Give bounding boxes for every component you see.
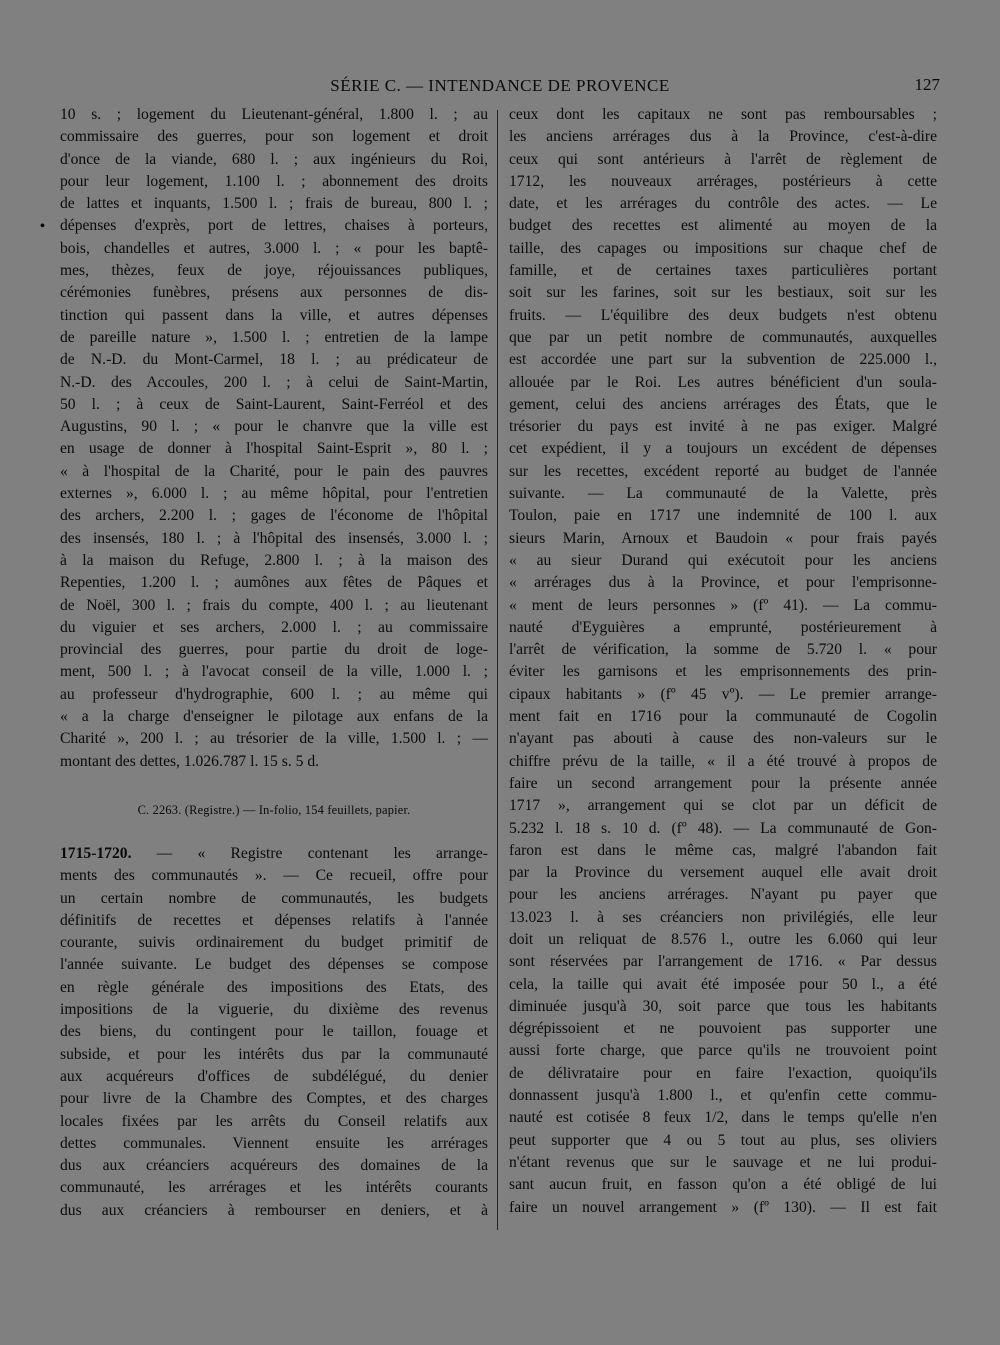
text-line: Charité », 200 l. ; au trésorier de la ville, 1.500 l. ; — bbox=[60, 730, 488, 748]
text-line: « au sieur Durand qui exécutoit pour les anciens bbox=[509, 551, 937, 569]
text-line: date, et les arrérages du contrôle des actes. — Le bbox=[509, 195, 937, 213]
text-line: des archers, 2.200 l. ; gages de l'économe de l'hôpital bbox=[60, 507, 488, 525]
text-line: aussi forte charge, que parce qu'ils ne trouvoient point bbox=[509, 1042, 937, 1060]
text-line: impositions de la viguerie, du dixième des revenus bbox=[60, 1001, 488, 1019]
text-line: taille, des capages ou impositions sur chaque chef de bbox=[509, 239, 937, 257]
text-line: courante, suivis ordinairement du budget primitif de bbox=[60, 934, 488, 952]
text-line: mes, thèzes, feux de joye, réjouissances publiques, bbox=[60, 262, 488, 280]
text-line: dégrépissoient et ne pouvoient pas supporter une bbox=[509, 1020, 937, 1038]
text-line: en règle générale des impositions des Etats, des bbox=[60, 978, 488, 996]
text-line: subside, et pour les intérêts dus par la communauté bbox=[60, 1045, 488, 1063]
right-column bbox=[509, 104, 937, 1219]
text-line: Toulon, paie en 1717 une indemnité de 100 l. aux bbox=[509, 507, 937, 525]
text-line: en usage de donner à l'hospital Saint-Esprit », 80 l. ; bbox=[60, 440, 488, 458]
text-line: nauté d'Eyguières a emprunté, postérieurement à bbox=[509, 618, 937, 636]
text-line: pour leur logement, 1.100 l. ; abonnement des droits bbox=[60, 172, 488, 190]
margin-mark: • bbox=[40, 219, 45, 234]
text-line: bois, chandelles et autres, 3.000 l. ; « pour les baptê- bbox=[60, 239, 488, 257]
text-line: « ment de leurs personnes » (fº 41). — La commu- bbox=[509, 596, 937, 614]
text-line: de pareille nature », 1.500 l. ; entretien de la lampe bbox=[60, 328, 488, 346]
text-line: de N.-D. du Mont-Carmel, 18 l. ; au prédicateur de bbox=[60, 351, 488, 369]
text-line: chiffre prévu de la taille, « il a été trouvé à propos de bbox=[509, 752, 937, 770]
text-line: définitifs de recettes et dépenses relatifs à l'année bbox=[60, 911, 488, 929]
text-line: gement, celui des anciens arrérages des États, que le bbox=[509, 395, 937, 413]
text-line: des biens, du contingent pour le taillon, fouage et bbox=[60, 1023, 488, 1041]
text-line: que par un petit nombre de communautés, auxquelles bbox=[509, 328, 937, 346]
text-line: d'once de la viande, 680 l. ; aux ingénieurs du Roi, bbox=[60, 150, 488, 168]
text-line: pour livre de la Chambre des Comptes, et des charges bbox=[60, 1090, 488, 1108]
text-line: du viguier et ses archers, 2.000 l. ; au commissaire bbox=[60, 618, 488, 636]
text-line: ment fait en 1716 pour la communauté de Cogolin bbox=[509, 708, 937, 726]
text-line: diminuée jusqu'à 30, soit parce que tous les habitants bbox=[509, 997, 937, 1015]
text-line: dus aux créanciers acquéreurs des domaines de la bbox=[60, 1157, 488, 1175]
text-line: « arrérages dus à la Province, et pour l'emprisonne- bbox=[509, 574, 937, 592]
left-column bbox=[60, 104, 488, 773]
text-line: ceux dont les capitaux ne sont pas remboursables ; bbox=[509, 106, 937, 123]
text-line: 13.023 l. à ses créanciers non privilégiés, elle leur bbox=[509, 908, 937, 926]
text-line: fruits. — L'équilibre des deux budgets n'est obtenu bbox=[509, 306, 937, 324]
text-line: tinction qui passent dans la ville, et autres dépenses bbox=[60, 306, 488, 324]
running-header bbox=[60, 75, 940, 99]
text-line: l'année suivante. Le budget des dépenses se compose bbox=[60, 956, 488, 974]
text-line: cérémonies funèbres, présens aux personnes de dis- bbox=[60, 284, 488, 302]
text-line: 1717 », arrangement qui se clot par un déficit de bbox=[509, 797, 937, 815]
page-number: 127 bbox=[914, 75, 940, 94]
text-line: n'étant revenus que sur le sauvage et ne lui produi- bbox=[509, 1153, 937, 1171]
text-line: 1712, les nouveaux arrérages, postérieurs à cette bbox=[509, 172, 937, 190]
text-line: faron est dans le même cas, malgré l'abandon fait bbox=[509, 841, 937, 859]
entry-first-line-text: — « Registre contenant les arrange- bbox=[131, 845, 488, 862]
text-line: allouée par le Roi. Les autres bénéficient d'un soula- bbox=[509, 373, 937, 391]
text-line: 10 s. ; logement du Lieutenant-général, 1.800 l. ; au bbox=[60, 106, 488, 123]
text-line: au professeur d'hydrographie, 600 l. ; au même qui bbox=[60, 685, 488, 703]
text-line: les anciens arrérages dus à la Province, c'est-à-dire bbox=[509, 128, 937, 146]
text-line: locales fixées par les arrêts du Conseil relatifs aux bbox=[60, 1112, 488, 1130]
text-line: de lattes et inquants, 1.500 l. ; frais de bureau, 800 l. ; bbox=[60, 195, 488, 213]
text-line: doit un reliquat de 8.576 l., outre les 6.060 qui leur bbox=[509, 930, 937, 948]
text-line: par la Province du versement auquel elle avait droit bbox=[509, 864, 937, 882]
text-line: provincial des guerres, pour partie du droit de loge- bbox=[60, 641, 488, 659]
text-line: un certain nombre de communautés, les budgets bbox=[60, 889, 488, 907]
text-line: n'ayant pas abouti à cause des non-valeurs sur le bbox=[509, 730, 937, 748]
text-line: suivante. — La communauté de la Valette, près bbox=[509, 485, 937, 503]
text-line: soit sur les farines, soit sur les bestiaux, soit sur les bbox=[509, 284, 937, 302]
entry-date: 1715-1720. bbox=[60, 845, 132, 862]
text-line: budget des recettes est alimenté au moyen de la bbox=[509, 217, 937, 235]
text-line: pour les anciens arrérages. N'ayant pu payer que bbox=[509, 886, 937, 904]
text-line: commissaire des guerres, pour son logement et droit bbox=[60, 128, 488, 146]
text-line: faire un nouvel arrangement » (fº 130). — Il est fait bbox=[509, 1198, 937, 1216]
text-line: 5.232 l. 18 s. 10 d. (fº 48). — La communauté de Gon- bbox=[509, 819, 937, 837]
text-line: des insensés, 180 l. ; à l'hôpital des insensés, 3.000 l. ; bbox=[60, 529, 488, 547]
text-line: ment, 500 l. ; à l'avocat conseil de la ville, 1.000 l. ; bbox=[60, 663, 488, 681]
text-line: N.-D. des Accoules, 200 l. ; à celui de Saint-Martin, bbox=[60, 373, 488, 391]
text-line: cet expédient, il y a toujours un excédent de dépenses bbox=[509, 440, 937, 458]
text-line: ceux qui sont antérieurs à l'arrêt de règlement de bbox=[509, 150, 937, 168]
text-line: ments des communautés ». — Ce recueil, offre pour bbox=[60, 867, 488, 885]
text-line: aux acquéreurs d'offices de subdélégué, du denier bbox=[60, 1067, 488, 1085]
text-line: est accordée une part sur la subvention de 225.000 l., bbox=[509, 351, 937, 369]
text-line: cela, la taille qui avait été imposée pour 50 l., a été bbox=[509, 975, 937, 993]
text-line: éviter les garnisons et les emprisonnements des prin- bbox=[509, 663, 937, 681]
register-caption: C. 2263. (Registre.) — In-folio, 154 feuillets, papier. bbox=[137, 803, 411, 817]
column-divider bbox=[497, 110, 498, 1230]
text-line: dus aux créanciers à rembourser en deniers, et à bbox=[60, 1201, 488, 1219]
running-title: SÉRIE C. — INTENDANCE DE PROVENCE bbox=[330, 76, 670, 95]
text-line: dépenses d'exprès, port de lettres, chaises à porteurs, bbox=[60, 217, 488, 235]
text-line: externes », 6.000 l. ; au même hôpital, pour l'entretien bbox=[60, 485, 488, 503]
text-line: l'arrêt de vérification, la somme de 5.720 l. « pour bbox=[509, 641, 937, 659]
text-line: de délivrataire pour en faire l'exaction, quoiqu'ils bbox=[509, 1064, 937, 1082]
text-line: dettes communales. Viennent ensuite les arrérages bbox=[60, 1134, 488, 1152]
text-line: donnassent jusqu'à 1.800 l., et qu'enfin cette commu- bbox=[509, 1087, 937, 1105]
text-line: de Noël, 300 l. ; frais du compte, 400 l. ; au lieutenant bbox=[60, 596, 488, 614]
text-line: « à l'hospital de la Charité, pour le pain des pauvres bbox=[60, 462, 488, 480]
text-line: sieurs Marin, Arnoux et Baudoin « pour frais payés bbox=[509, 529, 937, 547]
text-line: à la maison du Refuge, 2.800 l. ; à la maison des bbox=[60, 551, 488, 569]
text-line: sont réservées par l'arrangement de 1716. « Par dessus bbox=[509, 953, 937, 971]
text-line: Augustins, 90 l. ; « pour le chanvre que la ville est bbox=[60, 418, 488, 436]
text-line: cipaux habitants » (fº 45 vº). — Le premier arrange- bbox=[509, 685, 937, 703]
text-line: sur les recettes, excédent reporté au budget de l'année bbox=[509, 462, 937, 480]
text-line: « a la charge d'enseigner le pilotage aux enfans de la bbox=[60, 708, 488, 726]
text-line: nauté est cotisée 8 feux 1/2, dans le temps qu'elle n'en bbox=[509, 1109, 937, 1127]
text-line: 50 l. ; à ceux de Saint-Laurent, Saint-Ferréol et des bbox=[60, 395, 488, 413]
text-line: sant aucun fruit, en fasson qu'on a été obligé de lui bbox=[509, 1176, 937, 1194]
text-line: Repenties, 1.200 l. ; aumônes aux fêtes de Pâques et bbox=[60, 574, 488, 592]
register-entry bbox=[60, 843, 488, 1222]
text-line: montant des dettes, 1.026.787 l. 15 s. 5 d. bbox=[60, 752, 320, 770]
text-line: trésorier du pays est invité à ne pas exiger. Malgré bbox=[509, 418, 937, 436]
text-line: communauté, les arrérages et les intérêts courants bbox=[60, 1179, 488, 1197]
entry-first-line bbox=[60, 843, 488, 865]
text-line: famille, et de certaines taxes particulières portant bbox=[509, 262, 937, 280]
text-line: faire un second arrangement pour la présente année bbox=[509, 774, 937, 792]
text-line: peut supporter que 4 ou 5 tout au plus, ses oliviers bbox=[509, 1131, 937, 1149]
